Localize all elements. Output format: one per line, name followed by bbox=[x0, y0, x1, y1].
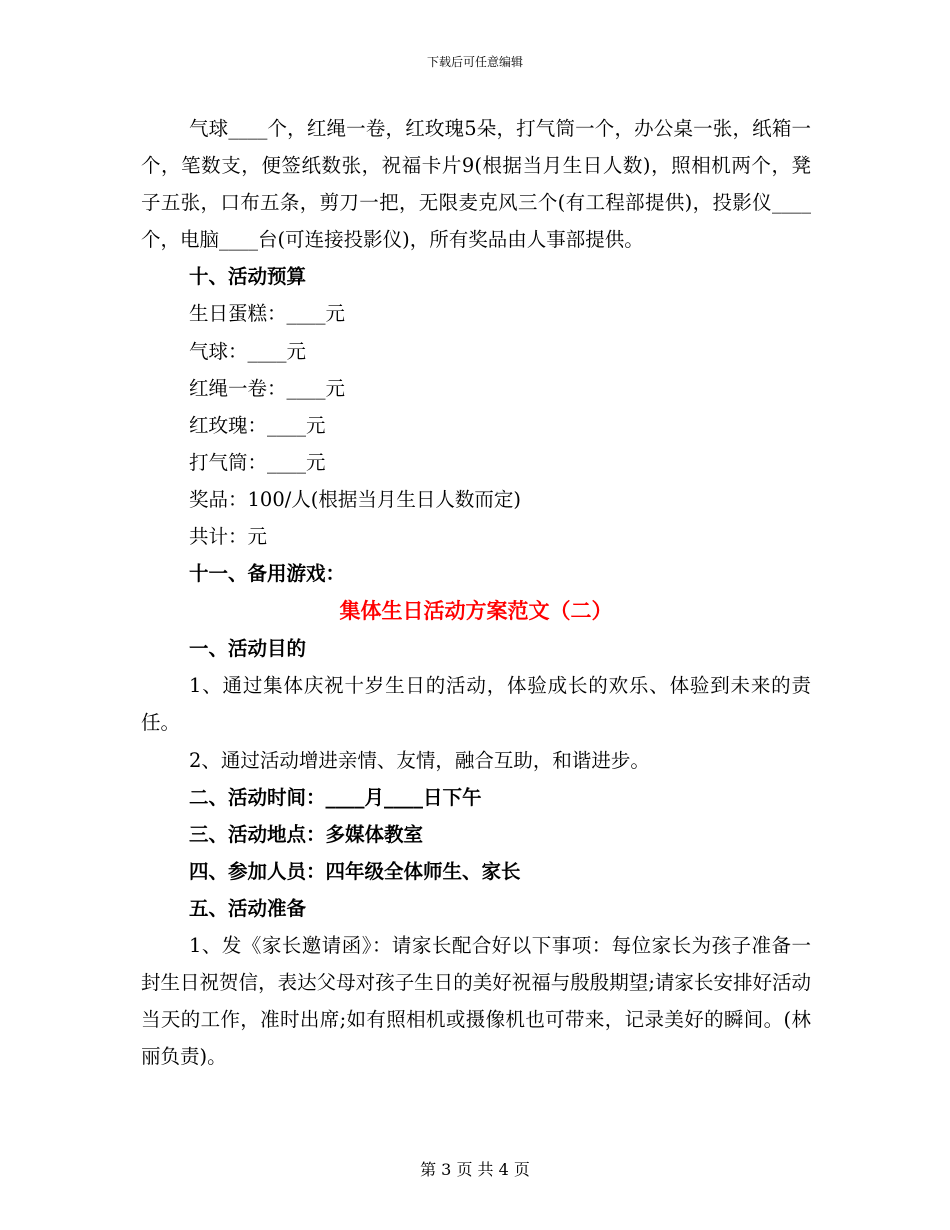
document-body bbox=[141, 110, 811, 1075]
section-title: 集体生日活动方案范文（二） bbox=[339, 598, 613, 624]
body-paragraph: 1、发《家长邀请函》：请家长配合好以下事项：每位家长为孩子准备一封生日祝贺信，表达父母对孩子生日的美好祝福与殷殷期望;请家长安排好活动当天的工作，准时出席;如有照相机或摄像机也可带来，记录美好的瞬间。(林丽负责)。 bbox=[141, 933, 811, 1069]
heading-paragraph: 四、参加人员：四年级全体师生、家长 bbox=[189, 859, 521, 883]
heading-paragraph: 三、活动地点：多媒体教室 bbox=[189, 822, 424, 846]
body-paragraph: 1、通过集体庆祝十岁生日的活动，体验成长的欢乐、体验到未来的责任。 bbox=[141, 674, 811, 735]
body-paragraph: 共计：元 bbox=[189, 525, 268, 549]
body-paragraph: 奖品：100/人(根据当月生日人数而定) bbox=[189, 487, 522, 511]
heading-paragraph: 十、活动预算 bbox=[189, 265, 307, 289]
body-paragraph: 气球：____元 bbox=[189, 339, 307, 363]
heading-paragraph: 五、活动准备 bbox=[189, 896, 307, 920]
heading-paragraph: 十一、备用游戏： bbox=[189, 562, 346, 586]
heading-paragraph: 二、活动时间：____月____日下午 bbox=[189, 785, 482, 809]
heading-paragraph: 一、活动目的 bbox=[189, 637, 307, 661]
body-paragraph: 生日蛋糕：____元 bbox=[189, 302, 346, 326]
body-paragraph: 红玫瑰：____元 bbox=[189, 413, 326, 437]
bottom-paragraphs bbox=[141, 630, 811, 1075]
page-header: 下载后可任意编辑 bbox=[426, 55, 523, 69]
page-footer: 第 3 页 共 4 页 bbox=[420, 1160, 530, 1179]
top-paragraphs bbox=[141, 110, 811, 592]
body-paragraph: 气球____个，红绳一卷，红玫瑰5朵，打气筒一个，办公桌一张，纸箱一个，笔数支，便签纸数张，祝福卡片9(根据当月生日人数)，照相机两个，凳子五张，口布五条，剪刀一把，无限麦克风三个(有工程部提供)，投影仪____个，电脑____台(可连接投影仪)，所有奖品由人事部提供。 bbox=[141, 117, 811, 252]
body-paragraph: 红绳一卷：____元 bbox=[189, 376, 346, 400]
body-paragraph: 打气筒：____元 bbox=[189, 450, 326, 474]
body-paragraph: 2、通过活动增进亲情、友情，融合互助，和谐进步。 bbox=[189, 748, 650, 772]
